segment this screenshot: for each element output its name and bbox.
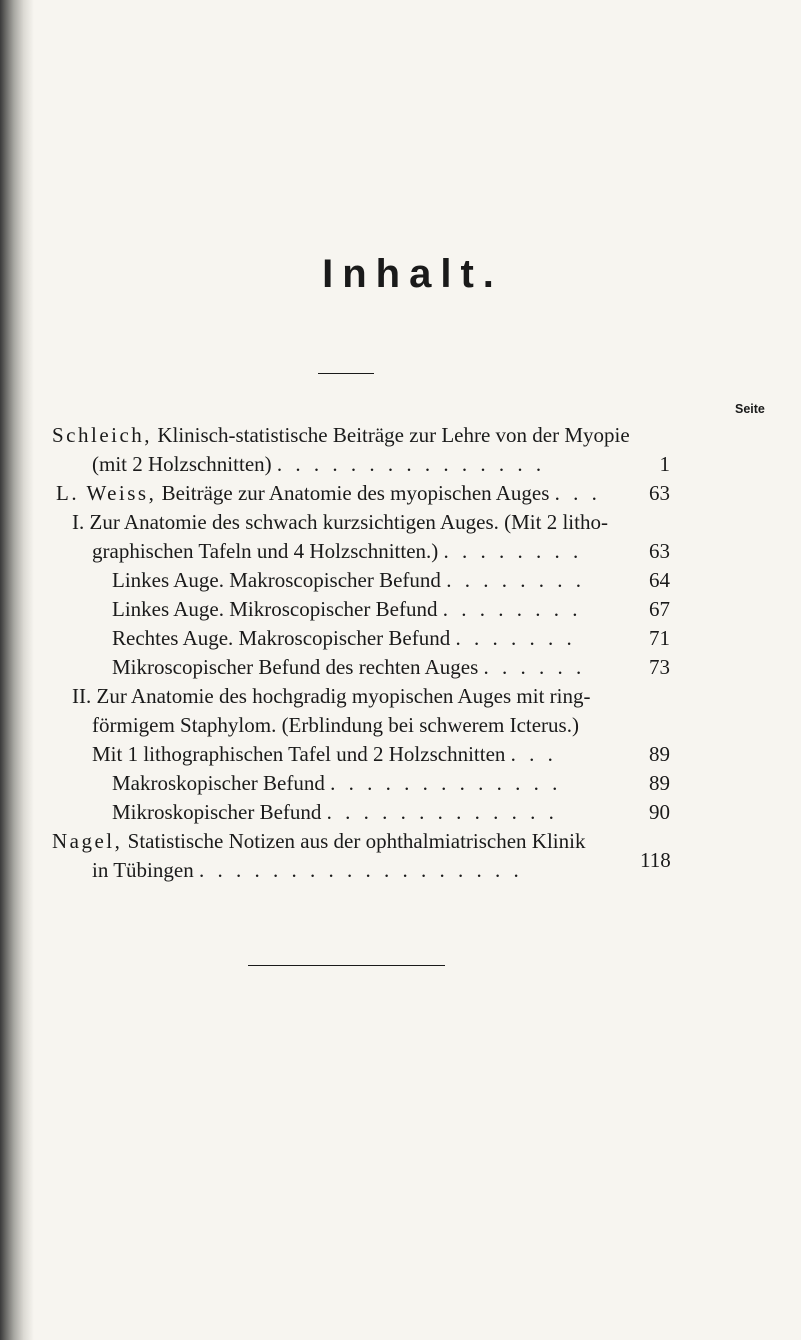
toc-title: in Tübingen [92,858,194,882]
toc-entry-line [112,797,801,827]
closing-divider [248,965,445,966]
toc-entry-line [112,768,801,798]
toc-entry-line [112,652,801,682]
toc-entry-line [92,536,792,566]
toc-page-number: 1 [659,452,670,476]
toc-page-number: 63 [649,539,670,563]
toc-title: Makroskopischer Befund [112,771,325,795]
toc-leader-dots: . . . . . . . . [442,597,582,621]
toc-entry-line [112,565,801,595]
toc-page-number: 73 [649,655,670,679]
page-column-header: Seite [735,402,765,416]
toc-entry-weiss [56,478,756,508]
page-binding-edge [0,0,34,1340]
toc-entry-line [92,449,792,479]
toc-page-number: 71 [649,626,670,650]
toc-page-number: 89 [649,742,670,766]
toc-entry-schleich [52,420,630,450]
toc-title: I. Zur Anatomie des schwach kurzsichtigen Auges. (Mit 2 litho- [72,510,608,534]
toc-title: Klinisch-statistische Beiträge zur Lehre von der Myopie [157,423,630,447]
toc-author: L. Weiss, [56,481,157,505]
toc-entry-line [72,507,608,537]
toc-leader-dots: . . . . . . . . . . . . . . . . . . [198,858,523,882]
toc-title: Beiträge zur Anatomie des myopischen Auges [161,481,550,505]
toc-page-number: 64 [649,568,670,592]
toc-leader-dots: . . . . . . . . . . . . . . . [276,452,546,476]
toc-leader-dots: . . . . . . . . [446,568,585,592]
toc-entry-line [112,623,801,653]
toc-author: Nagel, [52,829,123,853]
toc-entry-nagel [52,826,585,856]
toc-leader-dots: . . . . . . [483,655,586,679]
toc-page-number: 90 [649,800,670,824]
toc-title: (mit 2 Holzschnitten) [92,452,272,476]
toc-leader-dots: . . . . . . . [455,626,576,650]
toc-page-number: 89 [649,771,670,795]
toc-title: Mikroskopischer Befund [112,800,322,824]
toc-page-number: 118 [640,848,671,872]
toc-title: Rechtes Auge. Makroscopischer Befund [112,626,451,650]
toc-page-number: 63 [649,481,670,505]
toc-entry-line [72,681,590,711]
toc-title: II. Zur Anatomie des hochgradig myopischen Auges mit ring- [72,684,591,708]
toc-leader-dots: . . . . . . . . [443,539,583,563]
title-divider [318,373,374,374]
toc-entry-line [92,848,792,885]
toc-title: graphischen Tafeln und 4 Holzschnitten.) [92,539,439,563]
toc-page-number: 67 [649,597,670,621]
toc-leader-dots: . . . . . . . . . . . . . [326,800,558,824]
toc-author: Schleich, [52,423,153,447]
toc-title: Linkes Auge. Mikroscopischer Befund [112,597,438,621]
toc-entry-line [92,710,579,740]
toc-title: Linkes Auge. Makroscopischer Befund [112,568,441,592]
toc-entry-line [92,739,792,769]
toc-title: Statistische Notizen aus der ophthalmiatrischen Klinik [127,829,586,853]
toc-title: Mit 1 lithographischen Tafel und 2 Holzschnitten [92,742,506,766]
toc-entry-line [112,594,801,624]
toc-leader-dots: . . . [554,481,601,505]
toc-title: förmigem Staphylom. (Erblindung bei schwerem Icterus.) [92,713,579,737]
toc-title: Mikroscopischer Befund des rechten Auges [112,655,479,679]
page-title: Inhalt. [322,252,503,296]
toc-leader-dots: . . . . . . . . . . . . . [330,771,562,795]
toc-leader-dots: . . . [510,742,557,766]
